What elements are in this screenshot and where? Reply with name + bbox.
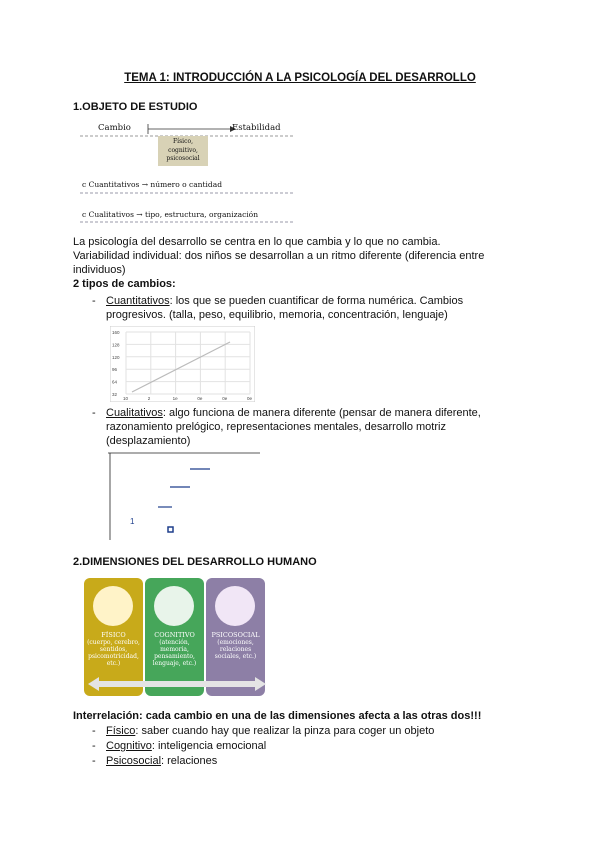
section2-heading: 2.DIMENSIONES DEL DESARROLLO HUMANO xyxy=(73,556,317,568)
psicosocial-photo xyxy=(215,586,255,626)
section1-heading: 1.OBJETO DE ESTUDIO xyxy=(73,101,198,113)
para-1: La psicología del desarrollo se centra en lo que cambia y lo que no cambia. xyxy=(73,236,441,248)
cognitivo-term: Cognitivo xyxy=(106,740,152,752)
staircase-label: 1 xyxy=(130,517,135,526)
bullet-dash: - xyxy=(92,725,96,737)
bullet-dash: - xyxy=(92,740,96,752)
chart-x-tick-label: 0e xyxy=(197,396,203,401)
fisico-photo xyxy=(93,586,133,626)
interrelation-text: Interrelación: cada cambio en una de las dimensiones afecta a las otras dos!!! xyxy=(73,710,482,722)
bullet-dash: - xyxy=(92,755,96,767)
dimension-item-fisico xyxy=(92,723,434,739)
cambio-label: Cambio xyxy=(98,123,131,133)
qual-text-3: (desplazamiento) xyxy=(106,435,191,447)
cognitivo-photo xyxy=(154,586,194,626)
qual-text-1: : algo funciona de manera diferente (pensar de manera diferente, xyxy=(162,407,481,419)
types-heading: 2 tipos de cambios: xyxy=(73,278,176,290)
chart-x-tick-label: 0e xyxy=(222,396,228,401)
fisico-text xyxy=(86,632,141,667)
fisico-term: Físico xyxy=(106,725,136,737)
cognitivo-sub: (atención, memoria, pensamiento, lenguaje, etc.) xyxy=(152,639,197,667)
para-2b: individuos) xyxy=(73,264,126,276)
psicosocial-sub: (emociones, relaciones sociales, etc.) xyxy=(214,639,257,660)
quant-chart xyxy=(110,326,255,402)
box-line-1: Físico, xyxy=(173,138,193,145)
bullet-dash: - xyxy=(92,295,96,307)
chart-y-tick-label: 64 xyxy=(112,379,118,385)
quant-line: c Cuantitativos → número o cantidad xyxy=(82,180,223,189)
chart-x-tick-label: 2 xyxy=(147,396,151,401)
chart-y-tick-label: 128 xyxy=(112,342,120,348)
fisico-desc: : saber cuando hay que realizar la pinza para coger un objeto xyxy=(135,725,435,737)
chart-frame xyxy=(110,326,255,402)
cognitivo-desc: : inteligencia emocional xyxy=(151,740,267,752)
dimensions-box xyxy=(158,136,208,166)
dimension-item-psicosocial xyxy=(92,753,217,769)
chart-y-tick-label: 32 xyxy=(112,392,118,397)
qual-text-2: razonamiento prelógico, representaciones mentales, desarrollo motriz xyxy=(106,421,446,433)
chart-y-tick-label: 160 xyxy=(112,330,120,335)
psicosocial-term: Psicosocial xyxy=(106,755,162,767)
cognitivo-text xyxy=(147,632,202,667)
fisico-title: FÍSICO xyxy=(101,631,126,639)
chart-y-tick-label: 120 xyxy=(112,354,120,360)
box-line-2: cognitivo, xyxy=(168,146,198,154)
quant-text-2: progresivos. (talla, peso, equilibrio, memoria, concentración, lenguaje) xyxy=(106,309,448,321)
estabilidad-label: Estabilidad xyxy=(232,123,281,133)
change-diagram xyxy=(80,118,295,226)
para-2a: Variabilidad individual: dos niños se desarrollan a un ritmo diferente (diferencia entre xyxy=(73,250,485,262)
staircase-figure xyxy=(108,452,263,540)
chart-x-tick-label: 1e xyxy=(172,396,178,401)
step-1-marker xyxy=(168,527,173,532)
fisico-sub: (cuerpo, cerebro, sentidos, psicomotricidad, etc.) xyxy=(87,639,140,667)
qual-line: c Cualitativos → tipo, estructura, organización xyxy=(82,210,259,219)
page-title: TEMA 1: INTRODUCCIÓN A LA PSICOLOGÍA DEL DESARROLLO xyxy=(124,72,476,84)
cognitivo-title: COGNITIVO xyxy=(154,631,195,639)
psicosocial-title: PSICOSOCIAL xyxy=(211,631,260,639)
chart-x-tick-label: 0e xyxy=(247,396,253,401)
chart-y-tick-label: 96 xyxy=(112,367,118,373)
quant-term: Cuantitativos xyxy=(106,295,170,307)
quant-text-1: : los que se pueden cuantificar de forma numérica. Cambios xyxy=(169,295,464,307)
bullet-dash: - xyxy=(92,407,96,419)
psicosocial-desc: : relaciones xyxy=(161,755,218,767)
psicosocial-text xyxy=(208,632,263,660)
chart-x-tick-label: 10 xyxy=(123,396,129,401)
qual-term: Cualitativos xyxy=(106,407,163,419)
dimension-item-cognitivo xyxy=(92,738,266,754)
box-line-3: psicosocial xyxy=(166,155,200,162)
double-arrow-icon xyxy=(88,676,266,692)
